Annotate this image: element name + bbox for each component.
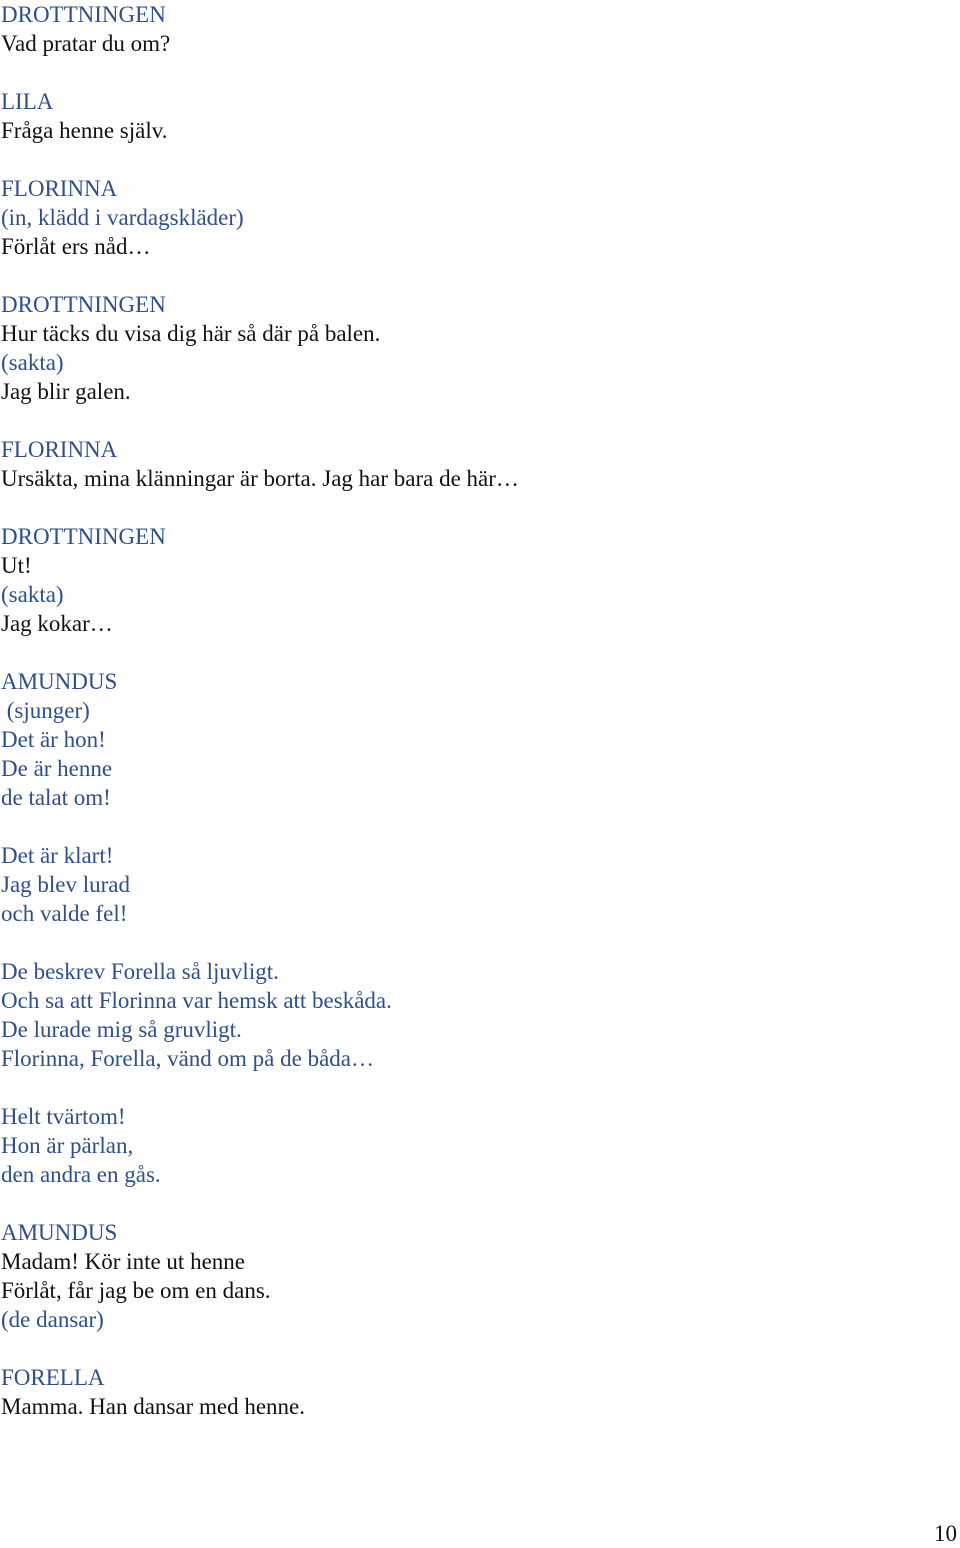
line-gap [1,1073,941,1102]
dialogue-line: Jag blir galen. [1,379,131,404]
line-gap [1,1189,941,1218]
dialogue-line: Förlåt, får jag be om en dans. [1,1278,271,1303]
line-gap [1,261,941,290]
speaker-name: FORELLA [1,1365,105,1390]
speaker-name: FLORINNA [1,176,118,201]
stage-direction: (sjunger) [1,698,90,723]
dialogue-line: Mamma. Han dansar med henne. [1,1394,306,1419]
song-lyric-line: Jag blev lurad [1,872,131,897]
script-page-body [1,0,941,1421]
line-gap [1,145,941,174]
speaker-name: AMUNDUS [1,669,118,694]
dialogue-line: Vad pratar du om? [1,31,171,56]
line-gap [1,493,941,522]
speaker-name: DROTTNINGEN [1,292,166,317]
stage-direction: (sakta) [1,350,64,375]
song-lyric-line: de talat om! [1,785,111,810]
dialogue-line: Ursäkta, mina klänningar är borta. Jag har bara de här… [1,466,519,491]
speaker-name: AMUNDUS [1,1220,118,1245]
song-lyric-line: och valde fel! [1,901,128,926]
song-lyric-line: Florinna, Forella, vänd om på de båda… [1,1046,375,1071]
song-lyric-line: De är henne [1,756,113,781]
stage-direction: (sakta) [1,582,64,607]
dialogue-line: Fråga henne själv. [1,118,168,143]
speaker-name: LILA [1,89,54,114]
song-lyric-line: Helt tvärtom! [1,1104,126,1129]
line-gap [1,928,941,957]
line-gap [1,58,941,87]
song-lyric-line: Hon är pärlan, [1,1133,134,1158]
stage-direction: (in, klädd i vardagskläder) [1,205,244,230]
speaker-name: DROTTNINGEN [1,2,166,27]
speaker-name: FLORINNA [1,437,118,462]
song-lyric-line: De lurade mig så gruvligt. [1,1017,242,1042]
line-gap [1,406,941,435]
speaker-name: DROTTNINGEN [1,524,166,549]
dialogue-line: Madam! Kör inte ut henne [1,1249,245,1274]
dialogue-line: Ut! [1,553,32,578]
page-number: 10 [934,1521,957,1546]
song-lyric-line: Och sa att Florinna var hemsk att beskåda. [1,988,392,1013]
song-lyric-line: den andra en gås. [1,1162,161,1187]
dialogue-line: Hur täcks du visa dig här så där på balen. [1,321,381,346]
line-gap [1,1334,941,1363]
song-lyric-line: Det är klart! [1,843,114,868]
song-lyric-line: De beskrev Forella så ljuvligt. [1,959,279,984]
stage-direction: (de dansar) [1,1307,104,1332]
dialogue-line: Jag kokar… [1,611,113,636]
line-gap [1,638,941,667]
line-gap [1,812,941,841]
song-lyric-line: Det är hon! [1,727,106,752]
dialogue-line: Förlåt ers nåd… [1,234,151,259]
